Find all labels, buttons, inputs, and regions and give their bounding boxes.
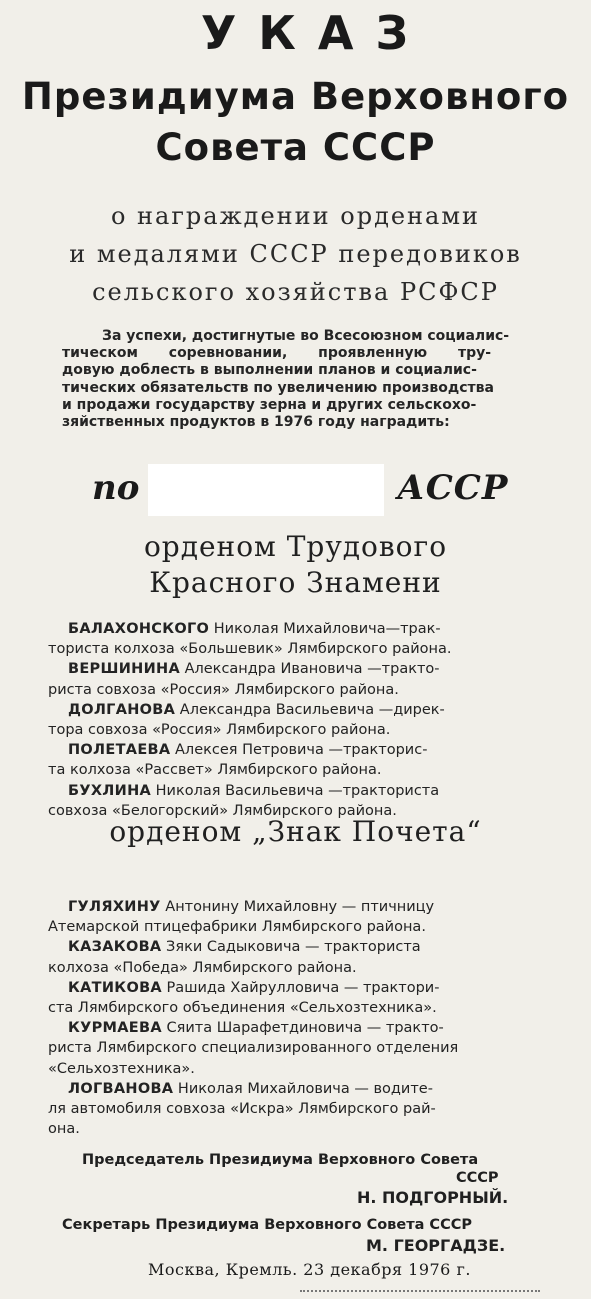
awardee-surname: ГУЛЯХИНУ <box>68 899 161 915</box>
awardee-details: Николая Михайловича—трак- <box>209 621 441 637</box>
intro-line: зяйственных продуктов в 1976 году наградить: <box>62 414 450 431</box>
region-prefix: по <box>92 468 140 508</box>
awardee-entry <box>48 897 548 917</box>
awardee-entry <box>48 978 548 998</box>
intro-line: За успехи, достигнутые во Всесоюзном социалис- <box>102 328 510 344</box>
awardee-surname: БАЛАХОНСКОГО <box>68 621 210 637</box>
awardee-entry-cont: ста Лямбирского объединения «Сельхозтехника». <box>48 1000 437 1017</box>
intro-line: довую доблесть в выполнении планов и социалис- <box>62 362 477 379</box>
awardee-entry <box>48 781 548 801</box>
redacted-region-name <box>148 464 384 516</box>
secretary-name: М. ГЕОРГАДЗЕ. <box>366 1236 506 1255</box>
awardee-surname: ПОЛЕТАЕВА <box>68 742 171 759</box>
awardee-entry <box>48 1018 548 1038</box>
awardee-entry <box>48 937 548 957</box>
cut-edge-divider <box>300 1290 540 1298</box>
intro-paragraph <box>62 328 542 431</box>
order-heading-line2: Красного Знамени <box>149 566 442 599</box>
awardee-entry-cont: ля автомобиля совхоза «Искра» Лямбирского рай- <box>48 1101 436 1118</box>
awardee-entry-cont: та колхоза «Рассвет» Лямбирского района. <box>48 762 382 779</box>
awardee-details: Алексея Петровича —тракторис- <box>170 742 428 759</box>
awardee-entry-cont: она. <box>48 1121 80 1138</box>
chair-title-ussr: СССР <box>456 1170 499 1186</box>
awardee-details: Рашида Хайрулловича — трактори- <box>161 979 440 996</box>
place-date: Москва, Кремль. 23 декабря 1976 г. <box>148 1260 471 1279</box>
awardee-details: Николая Михайловича — водите- <box>173 1080 433 1097</box>
awardee-surname: ВЕРШИНИНА <box>68 661 180 678</box>
awardee-surname: КУРМАЕВА <box>68 1020 162 1037</box>
awardee-surname: ЛОГВАНОВА <box>68 1080 174 1097</box>
awardee-entry-cont: риста Лямбирского специализированного отделения <box>48 1040 459 1057</box>
chair-title: Председатель Президиума Верховного Совета <box>82 1152 479 1168</box>
decree-title-line3: Совета СССР <box>155 126 436 169</box>
awardee-list-badge-of-honor <box>48 897 548 1139</box>
intro-line: тических обязательств по увеличению производства <box>62 379 494 396</box>
awardee-entry <box>48 619 548 639</box>
awardee-entry-cont: тора совхоза «Россия» Лямбирского района. <box>48 722 391 739</box>
intro-line: тическом соревновании, проявленную тру- <box>62 345 492 362</box>
awardee-entry <box>48 740 548 760</box>
subtitle-line: о награждении орденами <box>110 202 481 230</box>
subtitle-line: и медалями СССР передовиков <box>69 240 522 268</box>
awardee-surname: КАЗАКОВА <box>68 939 162 956</box>
region-suffix: АССР <box>397 468 509 508</box>
awardee-surname: ДОЛГАНОВА <box>68 701 176 718</box>
awardee-surname: БУХЛИНА <box>68 782 152 799</box>
awardee-entry-cont: ториста колхоза «Большевик» Лямбирского района. <box>48 641 452 658</box>
awardee-details: Александра Васильевича —дирек- <box>175 701 445 718</box>
subtitle-line: сельского хозяйства РСФСР <box>92 278 499 306</box>
awardee-surname: КАТИКОВА <box>68 979 162 996</box>
awardee-details: Александра Ивановича —тракто- <box>179 661 440 678</box>
decree-title: УКАЗ <box>200 6 431 60</box>
intro-line: и продажи государству зерна и других сельскохо- <box>62 396 477 413</box>
awardee-entry <box>48 659 548 679</box>
secretary-title: Секретарь Президиума Верховного Совета СССР <box>62 1217 472 1233</box>
awardee-entry-cont: «Сельхозтехника». <box>48 1060 195 1077</box>
region-heading <box>0 464 591 516</box>
awardee-details: Зяки Садыковича — тракториста <box>161 939 421 956</box>
awardee-list-labor-red-banner <box>48 619 548 821</box>
awardee-entry <box>48 1079 548 1099</box>
awardee-entry-cont: совхоза «Белогорский» Лямбирского района. <box>48 802 397 819</box>
awardee-entry-cont: риста совхоза «Россия» Лямбирского района. <box>48 681 399 698</box>
awardee-entry <box>48 700 548 720</box>
decree-title-line2: Президиума Верховного <box>21 75 570 118</box>
awardee-details: Сяита Шарафетдиновича — тракто- <box>161 1020 444 1037</box>
order-heading-badge-of-honor: орденом „Знак Почета“ <box>109 815 482 848</box>
awardee-details: Николая Васильевича —тракториста <box>151 782 440 799</box>
awardee-entry-cont: Атемарской птицефабрики Лямбирского района. <box>48 919 426 936</box>
awardee-details: Антонину Михайловну — птичницу <box>160 899 435 915</box>
awardee-entry-cont: колхоза «Победа» Лямбирского района. <box>48 959 357 976</box>
chair-name: Н. ПОДГОРНЫЙ. <box>357 1188 509 1207</box>
order-heading: орденом Трудового <box>143 530 448 563</box>
